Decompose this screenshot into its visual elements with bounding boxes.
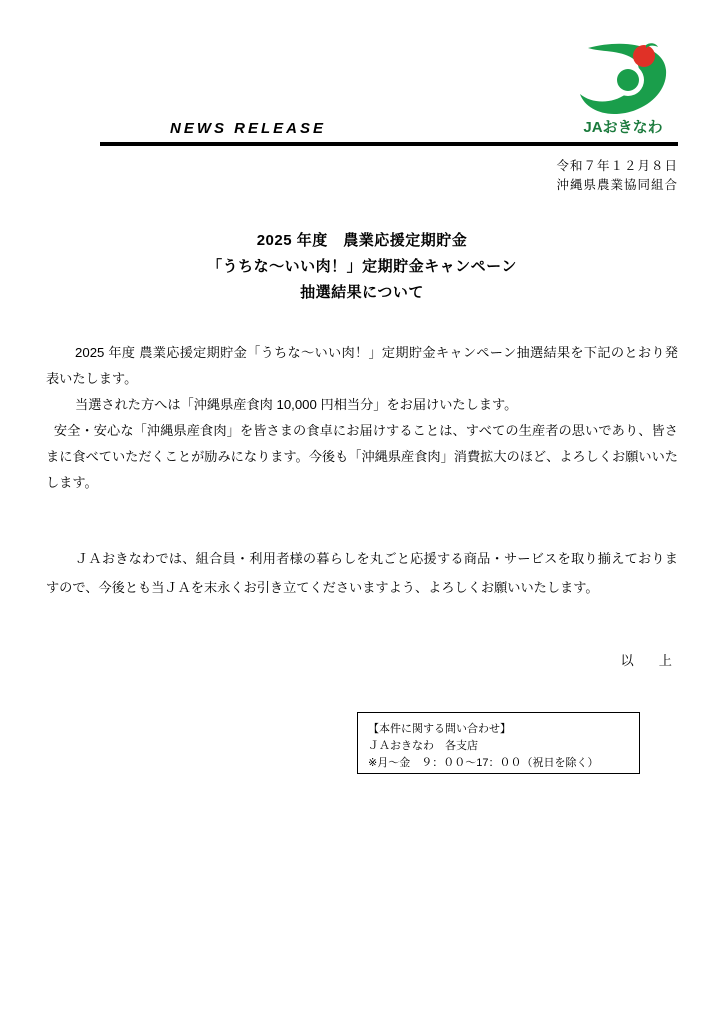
body-paragraph-1: 2025 年度 農業応援定期貯金「うちな～いい肉！」定期貯金キャンペーン抽選結果を下記のとおり発表いたします。 xyxy=(46,345,678,386)
news-release-label: NEWS RELEASE xyxy=(170,120,327,137)
document-issuer: 沖縄県農業協同組合 xyxy=(556,178,678,192)
body-paragraph-4: ＪＡおきなわでは、組合員・利用者様の暮らしを丸ごと応援する商品・サービスを取り揃えておりますので、今後とも当ＪＡを末永くお引き立てくださいますよう、よろしくお願いいたします。 xyxy=(46,551,678,595)
logo-brand-text: JAおきなわ xyxy=(583,119,663,136)
page-title xyxy=(0,228,724,306)
body-paragraph-2: 当選された方へは「沖縄県産食肉 10,000 円相当分」をお届けいたします。 xyxy=(75,397,518,412)
header-divider xyxy=(100,142,678,146)
contact-organization: ＪＡおきなわ 各支店 xyxy=(368,740,478,752)
page-title-line1: 2025 年度 農業応援定期貯金 xyxy=(256,232,468,249)
ja-okinawa-logo-icon xyxy=(568,42,678,122)
closing-mark: 以 上 xyxy=(620,653,678,668)
body-paragraph-3: 安全・安心な「沖縄県産食肉」を皆さまの食卓にお届けすることは、すべての生産者の思いであり、皆さまに食べていただくことが励みになります。今後も「沖縄県産食肉」消費拡大のほど、よろしくお願いいたします。 xyxy=(46,423,678,490)
contact-heading: 【本件に関する問い合わせ】 xyxy=(368,723,511,735)
ja-okinawa-logo xyxy=(568,42,678,137)
body-section-primary xyxy=(46,340,678,496)
body-section-secondary xyxy=(46,544,678,602)
contact-hours: ※月～金 ９：００～17：００（祝日を除く） xyxy=(368,757,599,769)
page-title-line2: 「うちな～いい肉！」定期貯金キャンペーン xyxy=(207,258,517,275)
contact-box xyxy=(357,712,640,774)
document-date: 令和７年１２月８日 xyxy=(556,159,678,173)
document-meta xyxy=(556,157,678,195)
page-title-line3: 抽選結果について xyxy=(300,284,424,301)
